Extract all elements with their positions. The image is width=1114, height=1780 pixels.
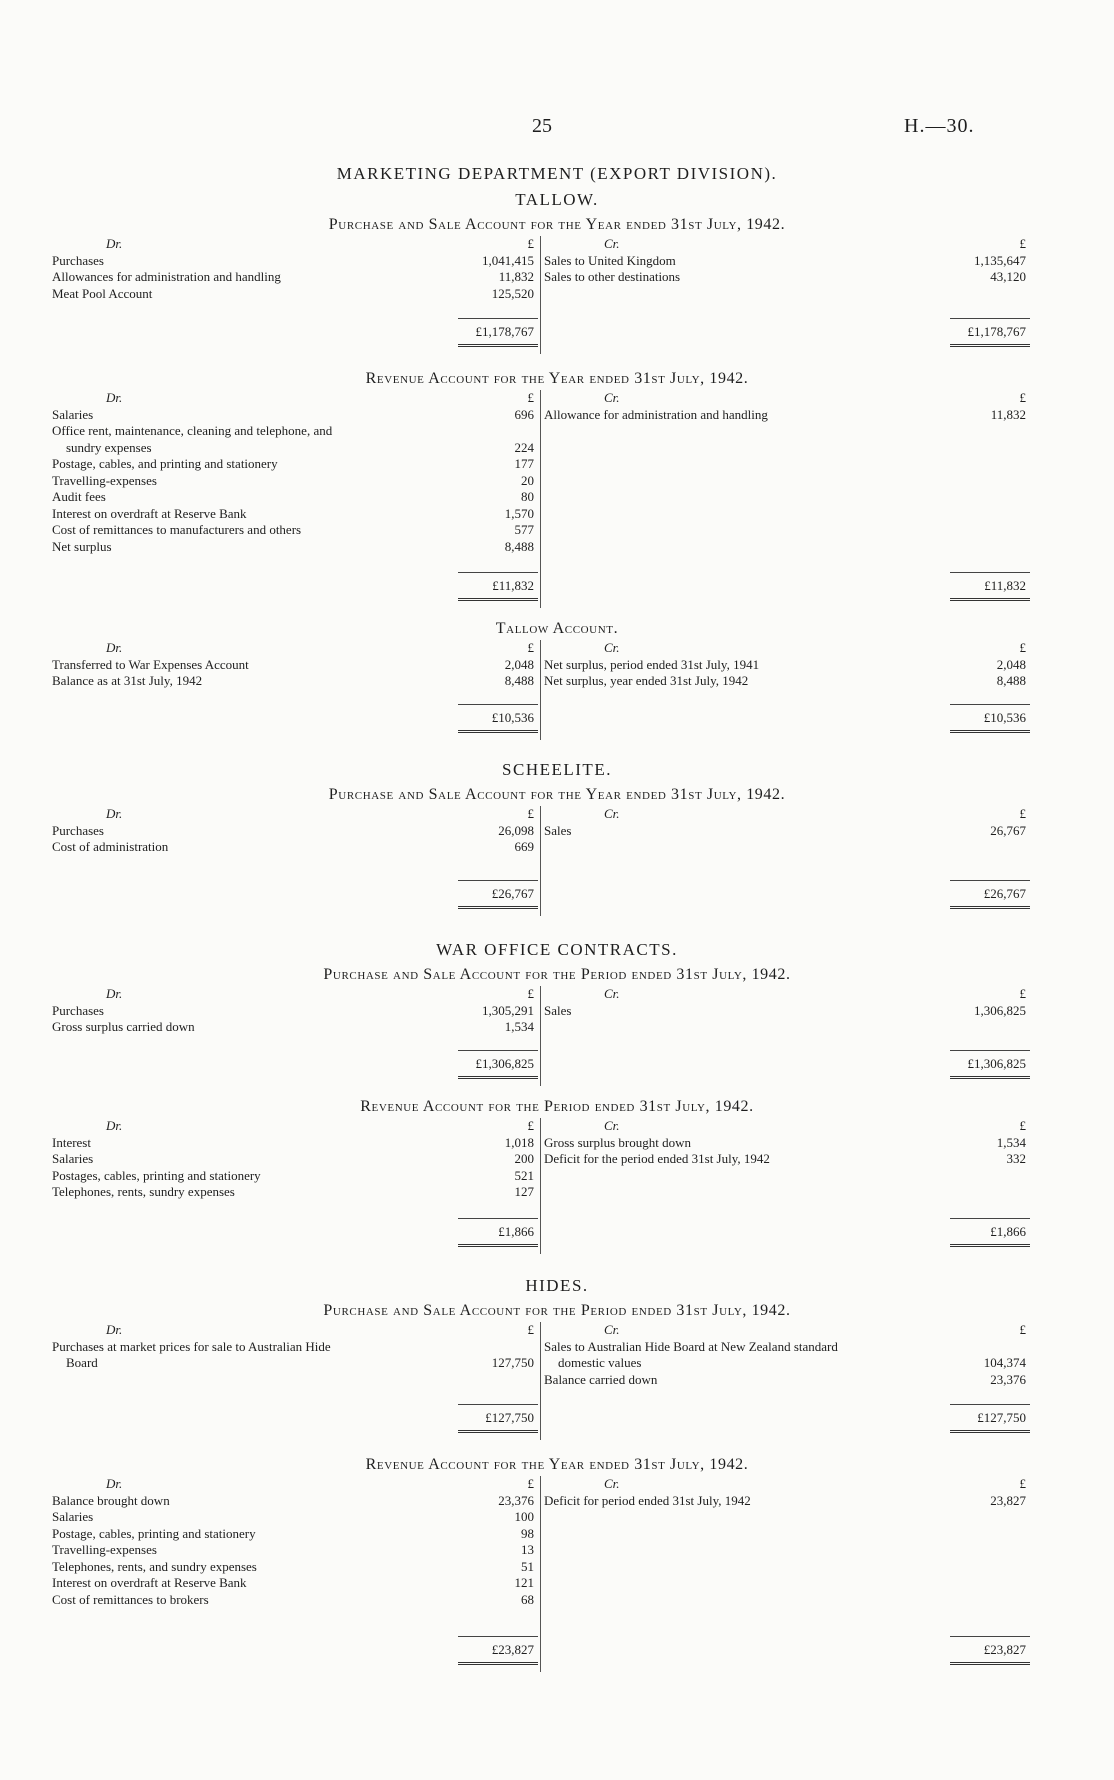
entry-description: Balance carried down [544, 1371, 658, 1387]
ledger-divider [540, 390, 541, 608]
ledger-row [544, 1339, 1030, 1356]
dr-column [52, 236, 538, 339]
currency-symbol: £ [527, 640, 534, 655]
ledger-row [52, 1339, 538, 1356]
war-office-purchase-sale-account [52, 986, 1030, 1086]
total-double-rule [458, 1076, 538, 1079]
ledger-row [52, 823, 538, 840]
subtotal-rule [950, 318, 1030, 319]
entry-amount: 68 [521, 1591, 534, 1607]
entry-description: Deficit for the period ended 31st July, 1942 [544, 1151, 770, 1166]
subtotal-rule [458, 1050, 538, 1051]
ledger-row [52, 253, 538, 270]
entry-description: Purchases [52, 252, 104, 268]
ledger-row [544, 673, 1030, 690]
cr-column [544, 806, 1030, 901]
ledger-row [544, 1493, 1030, 1510]
dr-column-header [52, 806, 538, 823]
entry-amount: 177 [514, 456, 534, 471]
total-double-rule [950, 344, 1030, 347]
subtotal-rule [458, 1218, 538, 1219]
dr-total: £127,750 [485, 1410, 534, 1425]
dr-column-header [52, 1118, 538, 1135]
ledger-row [52, 1542, 538, 1559]
tallow-revenue-title: Revenue Account for the Year ended 31st July, 1942. [365, 370, 749, 387]
total-double-rule [950, 1430, 1030, 1433]
entry-description: Salaries [52, 406, 94, 422]
entry-description: Net surplus, period ended 31st July, 1941 [544, 656, 760, 672]
entry-amount: 696 [514, 406, 534, 422]
ledger-row [52, 506, 538, 523]
ledger-divider [540, 806, 541, 916]
entry-amount: 577 [514, 522, 534, 537]
cr-label: Cr. [604, 1476, 620, 1491]
entry-amount: 8,488 [504, 673, 534, 688]
ledger-row [52, 1168, 538, 1185]
ledger-row [544, 823, 1030, 840]
entry-description: Transferred to War Expenses Account [52, 656, 249, 672]
cr-total: £1,306,825 [967, 1056, 1026, 1071]
entry-description: Interest on overdraft at Reserve Bank [52, 505, 247, 521]
ledger-row [52, 673, 538, 690]
entry-description: Net surplus [52, 538, 112, 554]
dr-label: Dr. [106, 640, 123, 655]
dr-label: Dr. [106, 986, 123, 1001]
ledger-divider [540, 1322, 541, 1440]
tallow-account [52, 640, 1030, 740]
dr-total: £10,536 [491, 710, 534, 725]
ledger-row [52, 489, 538, 506]
currency-symbol: £ [1019, 1322, 1026, 1337]
war-office-revenue-title: Revenue Account for the Period ended 31st July, 1942. [360, 1098, 754, 1115]
entry-description: Postages, cables, printing and stationery [52, 1167, 261, 1183]
dr-column [52, 390, 538, 593]
page-header [0, 115, 1114, 139]
entry-description: Cost of remittances to brokers [52, 1591, 209, 1607]
ledger-row [52, 1135, 538, 1152]
hides-title: HIDES. [525, 1276, 589, 1295]
dr-label: Dr. [106, 236, 123, 251]
ledger-row [52, 1509, 538, 1526]
entry-description: Meat Pool Account [52, 285, 153, 301]
cr-column [544, 1322, 1030, 1425]
dr-column-header [52, 986, 538, 1003]
entry-description: Sales [544, 1002, 572, 1018]
entry-amount: 11,832 [990, 406, 1026, 422]
dr-column-header [52, 1476, 538, 1493]
entry-amount: 104,374 [983, 1355, 1026, 1370]
hides-revenue-account [52, 1476, 1030, 1672]
cr-column-header [544, 390, 1030, 407]
entry-amount: 2,048 [504, 656, 534, 672]
entry-amount: 43,120 [990, 269, 1026, 284]
ledger-row [544, 1003, 1030, 1020]
entry-description: domestic values [558, 1355, 642, 1370]
total-double-rule [458, 598, 538, 601]
ledger-divider [540, 1476, 541, 1672]
ledger-row [544, 1151, 1030, 1168]
cr-total: £11,832 [984, 578, 1026, 593]
ledger-row [52, 1592, 538, 1609]
cr-label: Cr. [604, 236, 620, 251]
dr-label: Dr. [106, 1118, 123, 1133]
cr-label: Cr. [604, 806, 620, 821]
entry-amount: 521 [514, 1167, 534, 1183]
ledger-row [52, 286, 538, 303]
cr-column-header [544, 236, 1030, 253]
entry-description: Sales to United Kingdom [544, 252, 676, 268]
entry-description: Telephones, rents, sundry expenses [52, 1184, 235, 1199]
tallow-purchase-sale-account [52, 236, 1030, 354]
entry-amount: 11,832 [498, 269, 534, 284]
entry-amount: 127,750 [491, 1355, 534, 1370]
entry-description: Interest [52, 1134, 91, 1150]
hides-revenue-title: Revenue Account for the Year ended 31st July, 1942. [365, 1456, 749, 1473]
currency-symbol: £ [1019, 236, 1026, 251]
entry-amount: 1,305,291 [482, 1002, 534, 1018]
ledger-row [544, 407, 1030, 424]
cr-label: Cr. [604, 1118, 620, 1133]
dr-total: £23,827 [491, 1642, 534, 1657]
entry-amount: 26,767 [990, 822, 1026, 838]
entry-amount: 8,488 [996, 673, 1026, 688]
entry-description: Balance as at 31st July, 1942 [52, 673, 203, 688]
subtotal-rule [458, 704, 538, 705]
entry-amount: 224 [514, 439, 534, 455]
ledger-row [544, 1135, 1030, 1152]
tallow-revenue-account [52, 390, 1030, 608]
cr-label: Cr. [604, 640, 620, 655]
cr-column [544, 236, 1030, 339]
tallow-title: TALLOW. [515, 190, 599, 209]
currency-symbol: £ [527, 806, 534, 821]
cr-label: Cr. [604, 1322, 620, 1337]
hides-purchase-sale-account [52, 1322, 1030, 1440]
ledger-row [544, 269, 1030, 286]
cr-column-header [544, 1322, 1030, 1339]
entry-description: Sales to other destinations [544, 269, 681, 284]
entry-description: Office rent, maintenance, cleaning and telephone, and [52, 423, 333, 438]
entry-description: Gross surplus carried down [52, 1019, 195, 1034]
cr-total: £10,536 [983, 710, 1026, 725]
subtotal-rule [458, 1636, 538, 1637]
dr-total: £11,832 [492, 578, 534, 593]
currency-symbol: £ [527, 236, 534, 251]
currency-symbol: £ [1019, 1476, 1026, 1491]
entry-description: Allowance for administration and handling [544, 406, 768, 422]
cr-column-header [544, 1476, 1030, 1493]
total-double-rule [458, 730, 538, 733]
entry-description: Sales [544, 822, 572, 838]
entry-description: Travelling-expenses [52, 1542, 157, 1557]
subtotal-rule [950, 1404, 1030, 1405]
total-double-rule [458, 1244, 538, 1247]
entry-amount: 1,306,825 [974, 1002, 1026, 1018]
dr-label: Dr. [106, 390, 123, 405]
entry-description: Gross surplus brought down [544, 1134, 691, 1150]
entry-amount: 13 [521, 1542, 534, 1557]
entry-amount: 332 [1006, 1151, 1026, 1166]
entry-description: Cost of remittances to manufacturers and others [52, 522, 302, 537]
currency-symbol: £ [527, 1476, 534, 1491]
tallow-account-title: Tallow Account. [495, 620, 619, 637]
entry-description: Audit fees [52, 489, 106, 504]
entry-amount: 80 [521, 489, 534, 504]
dr-label: Dr. [106, 1476, 123, 1491]
entry-description: Purchases [52, 1002, 104, 1018]
entry-description: Interest on overdraft at Reserve Bank [52, 1575, 247, 1590]
ledger-row [52, 539, 538, 556]
currency-symbol: £ [527, 1322, 534, 1337]
subtotal-rule [458, 572, 538, 573]
entry-description: Allowances for administration and handling [52, 269, 281, 284]
cr-label: Cr. [604, 986, 620, 1001]
currency-symbol: £ [1019, 806, 1026, 821]
ledger-row [52, 407, 538, 424]
subtotal-rule [950, 1050, 1030, 1051]
entry-amount: 2,048 [996, 656, 1026, 672]
dr-column [52, 1322, 538, 1425]
entry-amount: 127 [514, 1184, 534, 1199]
ledger-row [52, 423, 538, 440]
ledger-row [52, 440, 538, 457]
ledger-divider [540, 1118, 541, 1254]
dr-total: £1,178,767 [475, 324, 534, 339]
total-double-rule [950, 1076, 1030, 1079]
subtotal-rule [950, 704, 1030, 705]
currency-symbol: £ [1019, 390, 1026, 405]
dr-column [52, 986, 538, 1071]
entry-description: Purchases at market prices for sale to Australian Hide [52, 1338, 331, 1354]
entry-description: Sales to Australian Hide Board at New Zealand standard [544, 1338, 838, 1354]
war-office-revenue-account [52, 1118, 1030, 1254]
total-double-rule [458, 1430, 538, 1433]
currency-symbol: £ [527, 1118, 534, 1133]
subtotal-rule [458, 1404, 538, 1405]
cr-column-header [544, 806, 1030, 823]
tallow-purchase-sale-title: Purchase and Sale Account for the Year ended 31st July, 1942. [328, 216, 786, 233]
cr-label: Cr. [604, 390, 620, 405]
entry-description: Postage, cables, printing and stationery [52, 1525, 256, 1541]
hides-purchase-sale-title: Purchase and Sale Account for the Period ended 31st July, 1942. [323, 1302, 791, 1319]
dr-label: Dr. [106, 1322, 123, 1337]
ledger-row [52, 473, 538, 490]
currency-symbol: £ [1019, 986, 1026, 1001]
entry-amount: 51 [521, 1558, 534, 1574]
ledger-row [52, 839, 538, 856]
currency-symbol: £ [527, 986, 534, 1001]
ledger-row [544, 1372, 1030, 1389]
dr-column [52, 806, 538, 901]
entry-description: Postage, cables, and printing and stationery [52, 456, 278, 471]
dr-column-header [52, 1322, 538, 1339]
entry-amount: 8,488 [504, 538, 534, 554]
ledger-row [52, 456, 538, 473]
subtotal-rule [458, 318, 538, 319]
cr-column [544, 1118, 1030, 1239]
entry-description: Purchases [52, 822, 104, 838]
ledger-row [544, 253, 1030, 270]
scheelite-title: SCHEELITE. [502, 760, 612, 779]
dr-label: Dr. [106, 806, 123, 821]
cr-column-header [544, 640, 1030, 657]
ledger-divider [540, 986, 541, 1086]
entry-amount: 1,570 [504, 505, 534, 521]
ledger-row [52, 269, 538, 286]
ledger-row [544, 657, 1030, 674]
dr-column-header [52, 640, 538, 657]
dr-column [52, 640, 538, 725]
war-office-purchase-sale-title: Purchase and Sale Account for the Period ended 31st July, 1942. [323, 966, 791, 983]
ledger-divider [540, 236, 541, 354]
entry-amount: 26,098 [498, 822, 534, 838]
cr-total: £1,178,767 [967, 324, 1026, 339]
dr-total: £26,767 [491, 886, 534, 901]
ledger-row [52, 1184, 538, 1201]
cr-column [544, 1476, 1030, 1657]
total-double-rule [458, 344, 538, 347]
dr-column-header [52, 236, 538, 253]
entry-description: Salaries [52, 1151, 94, 1166]
cr-column [544, 986, 1030, 1071]
dr-total: £1,866 [498, 1224, 534, 1239]
entry-description: Board [66, 1355, 98, 1370]
dr-column-header [52, 390, 538, 407]
currency-symbol: £ [527, 390, 534, 405]
subtotal-rule [950, 880, 1030, 881]
entry-description: sundry expenses [66, 439, 152, 455]
entry-amount: 121 [514, 1575, 534, 1590]
ledger-row [52, 1019, 538, 1036]
total-double-rule [950, 1244, 1030, 1247]
ledger-row [52, 657, 538, 674]
currency-symbol: £ [1019, 640, 1026, 655]
subtotal-rule [458, 880, 538, 881]
ledger-row [544, 1355, 1030, 1372]
entry-description: Net surplus, year ended 31st July, 1942 [544, 673, 749, 688]
entry-amount: 1,534 [504, 1019, 534, 1034]
subtotal-rule [950, 572, 1030, 573]
entry-amount: 23,376 [990, 1371, 1026, 1387]
entry-amount: 125,520 [491, 285, 534, 301]
cr-total: £1,866 [990, 1224, 1026, 1239]
total-double-rule [950, 906, 1030, 909]
entry-amount: 20 [521, 472, 534, 488]
cr-total: £26,767 [983, 886, 1026, 901]
ledger-row [52, 1559, 538, 1576]
war-office-title: WAR OFFICE CONTRACTS. [436, 940, 678, 959]
ledger-row [52, 522, 538, 539]
dr-column [52, 1476, 538, 1657]
entry-description: Salaries [52, 1509, 94, 1524]
total-double-rule [458, 1662, 538, 1665]
entry-description: Cost of administration [52, 839, 169, 854]
entry-amount: 1,041,415 [482, 252, 534, 268]
dr-column [52, 1118, 538, 1239]
dr-total: £1,306,825 [475, 1056, 534, 1071]
cr-column [544, 640, 1030, 725]
entry-amount: 100 [514, 1509, 534, 1524]
total-double-rule [950, 730, 1030, 733]
entry-amount: 23,827 [990, 1492, 1026, 1508]
ledger-row [52, 1526, 538, 1543]
entry-amount: 98 [521, 1525, 534, 1541]
total-double-rule [950, 598, 1030, 601]
total-double-rule [950, 1662, 1030, 1665]
entry-description: Travelling-expenses [52, 472, 157, 488]
entry-amount: 23,376 [498, 1492, 534, 1508]
cr-column-header [544, 1118, 1030, 1135]
ledger-row [52, 1355, 538, 1372]
subtotal-rule [950, 1636, 1030, 1637]
cr-column [544, 390, 1030, 593]
ledger-row [52, 1003, 538, 1020]
scheelite-purchase-sale-account [52, 806, 1030, 916]
department-title: MARKETING DEPARTMENT (EXPORT DIVISION). [336, 164, 778, 183]
entry-amount: 1,534 [996, 1134, 1026, 1150]
entry-description: Balance brought down [52, 1492, 170, 1508]
document-reference: H.—30. [904, 115, 975, 137]
ledger-divider [540, 640, 541, 740]
entry-amount: 1,018 [504, 1134, 534, 1150]
entry-description: Deficit for period ended 31st July, 1942 [544, 1492, 751, 1508]
entry-amount: 200 [514, 1151, 534, 1166]
entry-description: Telephones, rents, and sundry expenses [52, 1558, 257, 1574]
ledger-row [52, 1151, 538, 1168]
page-number: 25 [532, 115, 552, 137]
subtotal-rule [950, 1218, 1030, 1219]
cr-column-header [544, 986, 1030, 1003]
currency-symbol: £ [1019, 1118, 1026, 1133]
cr-total: £127,750 [977, 1410, 1026, 1425]
scheelite-purchase-sale-title: Purchase and Sale Account for the Year ended 31st July, 1942. [328, 786, 786, 803]
cr-total: £23,827 [983, 1642, 1026, 1657]
ledger-row [52, 1575, 538, 1592]
ledger-row [52, 1493, 538, 1510]
entry-amount: 1,135,647 [974, 252, 1026, 268]
entry-amount: 669 [514, 839, 534, 854]
total-double-rule [458, 906, 538, 909]
